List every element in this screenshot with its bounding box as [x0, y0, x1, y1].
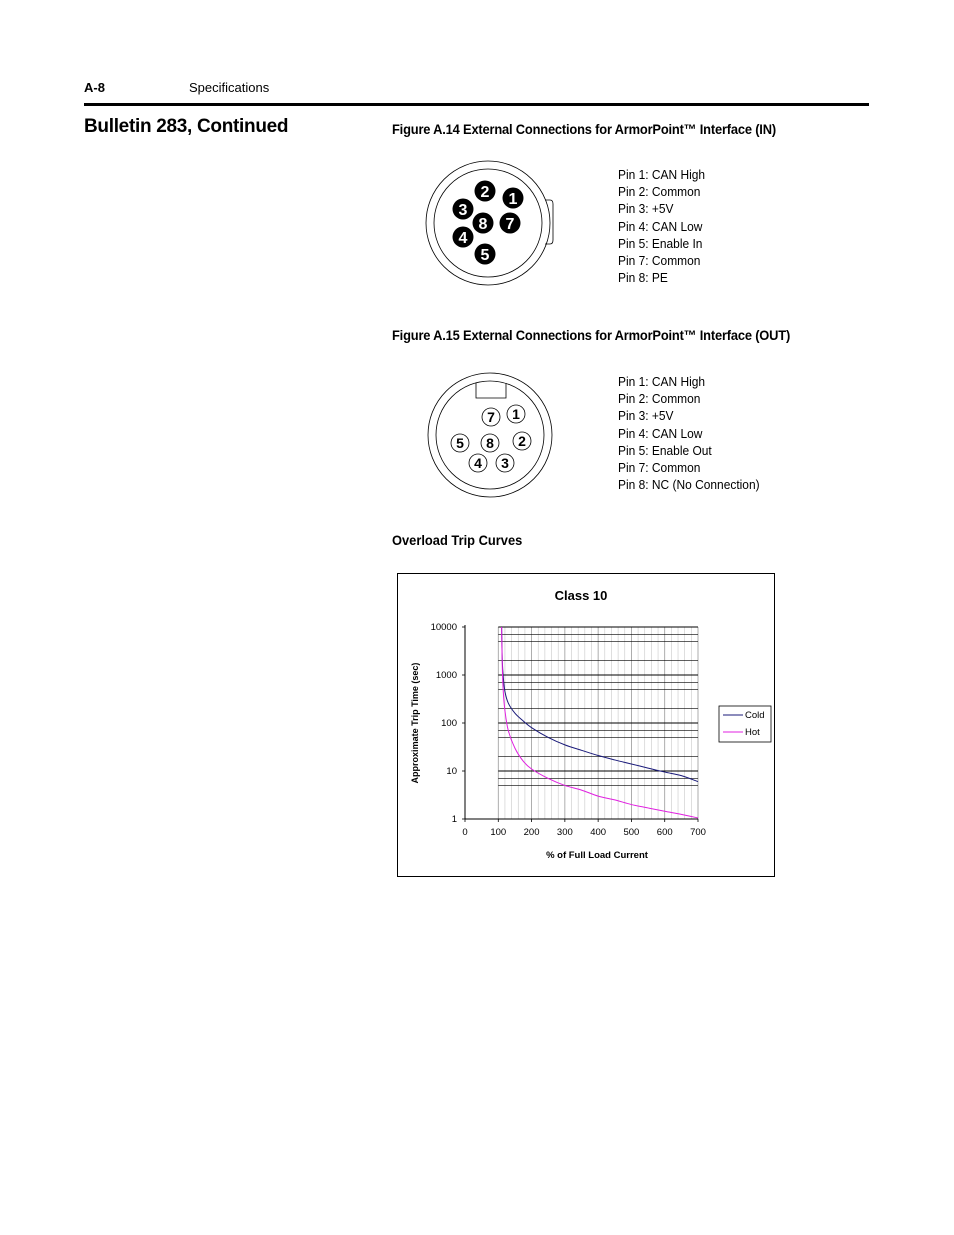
svg-text:3: 3 — [501, 455, 509, 471]
connector-in-pin-4 — [453, 227, 474, 248]
pin-item: Pin 3: +5V — [618, 408, 674, 424]
connector-in-pin-5 — [475, 244, 496, 265]
connector-out-pin-1 — [507, 405, 525, 423]
svg-text:8: 8 — [478, 216, 488, 233]
connector-out-pin-2 — [513, 432, 531, 450]
page-number: A-8 — [84, 80, 105, 95]
svg-text:1: 1 — [508, 191, 518, 208]
pin-item: Pin 7: Common — [618, 459, 701, 475]
x-tick-label: 0 — [462, 827, 468, 838]
x-tick-label: 700 — [690, 827, 706, 838]
x-tick-label: 300 — [556, 827, 573, 838]
chart-ylabel: Approximate Trip Time (sec) — [410, 662, 420, 784]
x-tick-label: 400 — [590, 827, 607, 838]
connector-out-diagram — [425, 370, 557, 500]
connector-out-pin-7 — [482, 408, 500, 426]
header-section: Specifications — [189, 80, 270, 95]
x-tick-label: 200 — [523, 827, 540, 838]
pin-item: Pin 5: Enable Out — [618, 442, 712, 458]
svg-text:4: 4 — [474, 455, 482, 471]
figure-a14-pin-list — [618, 166, 705, 286]
pin-item: Pin 2: Common — [618, 184, 701, 200]
pin-item: Pin 5: Enable In — [618, 235, 703, 251]
y-tick-label: 1000 — [435, 670, 457, 681]
svg-text:7: 7 — [505, 216, 515, 233]
section-title: Bulletin 283, Continued — [84, 116, 289, 137]
pin-item: Pin 8: NC (No Connection) — [618, 477, 760, 493]
connector-out-pin-3 — [496, 454, 514, 472]
pin-item: Pin 1: CAN High — [618, 167, 706, 182]
chart-xlabel: % of Full Load Current — [546, 850, 648, 861]
connector-out-pin-5 — [451, 434, 469, 452]
figure-a15-pin-list — [618, 373, 760, 493]
chart-legend — [719, 706, 771, 742]
connector-out-pin-8 — [481, 434, 499, 452]
svg-text:5: 5 — [480, 247, 490, 264]
connector-in-pin-1 — [503, 188, 524, 209]
header-rule — [84, 103, 869, 106]
connector-in-pin-7 — [500, 213, 521, 234]
svg-text:5: 5 — [456, 435, 464, 451]
pin-item: Pin 4: CAN Low — [618, 218, 703, 234]
pin-item: Pin 4: CAN Low — [618, 425, 703, 441]
svg-text:2: 2 — [480, 184, 490, 201]
connector-out-pin-4 — [469, 454, 487, 472]
chart-title: Class 10 — [554, 588, 608, 603]
pin-item: Pin 8: PE — [618, 270, 668, 286]
pin-item: Pin 7: Common — [618, 252, 701, 268]
pin-item: Pin 1: CAN High — [618, 374, 706, 389]
x-tick-label: 100 — [490, 827, 507, 838]
x-tick-label: 600 — [656, 827, 673, 838]
svg-text:7: 7 — [487, 409, 495, 425]
figure-a15-caption: Figure A.15 External Connections for ArmorPoint™ Interface (OUT) — [392, 327, 791, 343]
x-tick-label: 500 — [623, 827, 640, 838]
pin-item: Pin 2: Common — [618, 391, 701, 407]
svg-text:8: 8 — [486, 435, 494, 451]
trip-curve-chart — [397, 573, 775, 877]
connector-in-pin-8 — [473, 213, 494, 234]
y-tick-label: 10 — [446, 766, 457, 777]
y-tick-label: 10000 — [430, 622, 457, 633]
legend-label-hot: Hot — [745, 727, 760, 738]
svg-text:1: 1 — [512, 406, 520, 422]
connector-in-pin-2 — [475, 181, 496, 202]
svg-text:3: 3 — [458, 202, 468, 219]
pin-item: Pin 3: +5V — [618, 201, 674, 217]
svg-text:2: 2 — [518, 433, 526, 449]
connector-in-diagram — [425, 158, 555, 288]
y-tick-label: 100 — [441, 718, 457, 729]
overload-heading: Overload Trip Curves — [392, 532, 523, 548]
svg-text:4: 4 — [458, 230, 468, 247]
legend-label-cold: Cold — [745, 710, 765, 721]
figure-a14-caption: Figure A.14 External Connections for ArmorPoint™ Interface (IN) — [392, 121, 776, 137]
y-tick-label: 1 — [451, 814, 457, 825]
connector-in-pin-3 — [453, 199, 474, 220]
